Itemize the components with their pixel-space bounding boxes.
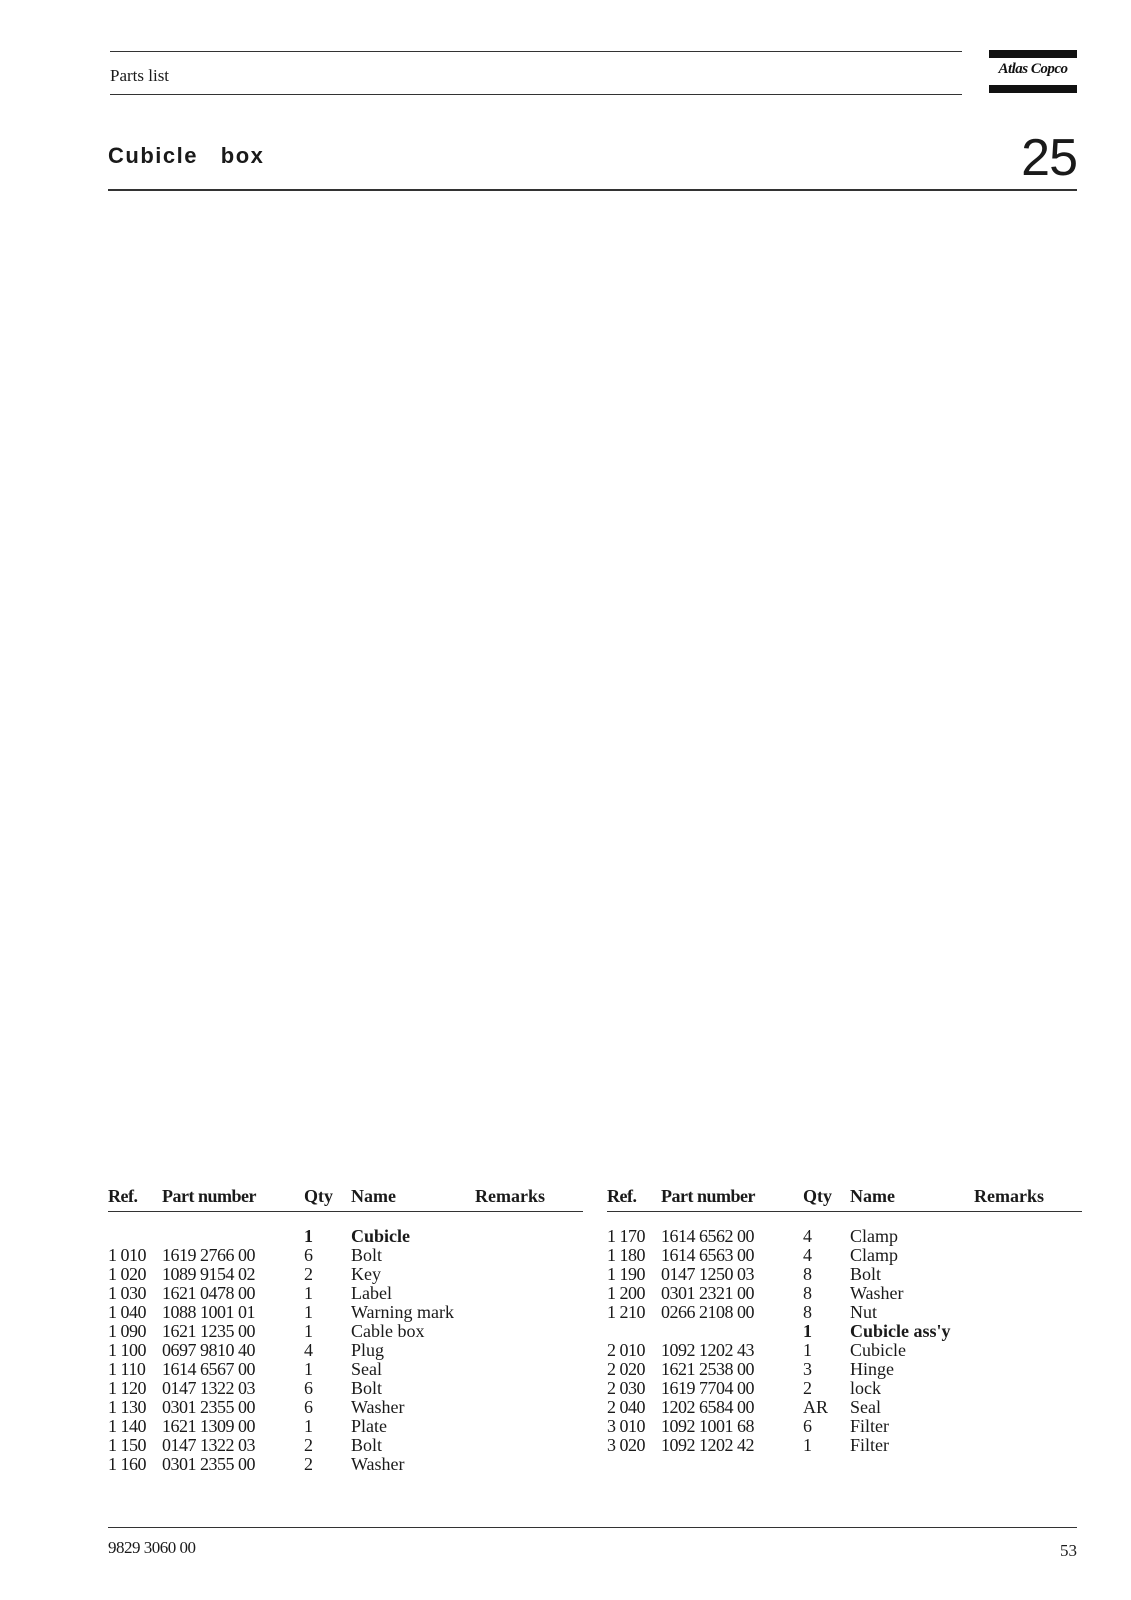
cell-qty: 2 xyxy=(304,1454,313,1474)
cell-ref: 1 150 xyxy=(108,1435,146,1455)
table-row xyxy=(108,1398,583,1417)
cell-name: Nut xyxy=(850,1302,877,1322)
cell-ref: 1 180 xyxy=(607,1245,645,1265)
column-header-remarks: Remarks xyxy=(974,1186,1044,1206)
footer-rule xyxy=(108,1527,1077,1528)
cell-name: Washer xyxy=(351,1454,405,1474)
column-header-ref: Ref. xyxy=(607,1186,637,1206)
cell-part-number: 0697 9810 40 xyxy=(162,1340,255,1360)
table-body xyxy=(607,1212,1082,1455)
table-body xyxy=(108,1212,583,1474)
logo-wordmark: Atlas Copco xyxy=(998,61,1068,77)
cell-ref: 1 210 xyxy=(607,1302,645,1322)
cell-qty: 6 xyxy=(304,1397,313,1417)
cell-ref: 1 020 xyxy=(108,1264,146,1284)
cell-ref: 1 030 xyxy=(108,1283,146,1303)
column-header-remarks: Remarks xyxy=(475,1186,545,1206)
cell-part-number: 0301 2355 00 xyxy=(162,1397,255,1417)
table-row xyxy=(108,1322,583,1341)
column-header-qty: Qty xyxy=(304,1186,333,1206)
cell-part-number: 0147 1322 03 xyxy=(162,1378,255,1398)
cell-part-number: 1088 1001 01 xyxy=(162,1302,255,1322)
table-row xyxy=(108,1246,583,1265)
table-row xyxy=(108,1341,583,1360)
column-header-ref: Ref. xyxy=(108,1186,138,1206)
cell-name: lock xyxy=(850,1378,881,1398)
logo-bar-top xyxy=(989,50,1077,58)
table-row xyxy=(607,1284,1082,1303)
cell-qty: 1 xyxy=(803,1340,812,1360)
cell-qty: AR xyxy=(803,1397,829,1417)
table-row xyxy=(108,1284,583,1303)
header-bottom-rule xyxy=(110,94,962,95)
table-row xyxy=(607,1265,1082,1284)
title-rule xyxy=(108,189,1077,191)
cell-part-number: 1621 0478 00 xyxy=(162,1283,255,1303)
cell-ref: 2 040 xyxy=(607,1397,645,1417)
cell-part-number: 1614 6562 00 xyxy=(661,1226,754,1246)
cell-name: Filter xyxy=(850,1416,889,1436)
cell-name: Label xyxy=(351,1283,392,1303)
document-number: 9829 3060 00 xyxy=(108,1538,196,1557)
cell-name: Warning mark xyxy=(351,1302,455,1322)
atlas-copco-logo xyxy=(989,50,1077,94)
cell-qty: 1 xyxy=(803,1321,812,1341)
cell-ref: 1 120 xyxy=(108,1378,146,1398)
cell-ref: 1 130 xyxy=(108,1397,146,1417)
cell-part-number: 0147 1250 03 xyxy=(661,1264,754,1284)
cell-ref: 1 200 xyxy=(607,1283,645,1303)
cell-part-number: 1621 1235 00 xyxy=(162,1321,255,1341)
table-row xyxy=(607,1436,1082,1455)
cell-qty: 1 xyxy=(304,1359,313,1379)
cell-ref: 1 010 xyxy=(108,1245,146,1265)
column-header-qty: Qty xyxy=(803,1186,832,1206)
cell-qty: 6 xyxy=(304,1378,313,1398)
cell-ref: 1 190 xyxy=(607,1264,645,1284)
cell-qty: 8 xyxy=(803,1264,812,1284)
table-header xyxy=(108,1186,583,1212)
logo-bar-bottom xyxy=(989,85,1077,93)
cell-ref: 2 010 xyxy=(607,1340,645,1360)
cell-part-number: 1092 1202 43 xyxy=(661,1340,754,1360)
cell-ref: 1 090 xyxy=(108,1321,146,1341)
table-row xyxy=(607,1303,1082,1322)
cell-ref: 1 170 xyxy=(607,1226,645,1246)
cell-part-number: 1614 6563 00 xyxy=(661,1245,754,1265)
cell-part-number: 1089 9154 02 xyxy=(162,1264,255,1284)
cell-ref: 2 030 xyxy=(607,1378,645,1398)
cell-name: Washer xyxy=(351,1397,405,1417)
cell-part-number: 1614 6567 00 xyxy=(162,1359,255,1379)
table-row xyxy=(108,1227,583,1246)
cell-name: Bolt xyxy=(351,1435,383,1455)
header-top-rule xyxy=(110,51,962,52)
table-row xyxy=(607,1227,1082,1246)
cell-part-number: 0301 2355 00 xyxy=(162,1454,255,1474)
cell-part-number: 1202 6584 00 xyxy=(661,1397,754,1417)
parts-table-right xyxy=(607,1186,1082,1455)
cell-ref: 2 020 xyxy=(607,1359,645,1379)
parts-table-left xyxy=(108,1186,583,1474)
cell-qty: 4 xyxy=(304,1340,313,1360)
column-header-name: Name xyxy=(351,1186,396,1206)
table-row xyxy=(607,1379,1082,1398)
cell-ref: 3 020 xyxy=(607,1435,645,1455)
cell-part-number: 1619 7704 00 xyxy=(661,1378,754,1398)
cell-qty: 1 xyxy=(803,1435,812,1455)
cell-qty: 2 xyxy=(803,1378,812,1398)
cell-qty: 2 xyxy=(304,1264,313,1284)
table-row xyxy=(108,1436,583,1455)
cell-ref: 1 160 xyxy=(108,1454,146,1474)
cell-qty: 8 xyxy=(803,1302,812,1322)
cell-qty: 2 xyxy=(304,1435,313,1455)
cell-part-number: 0147 1322 03 xyxy=(162,1435,255,1455)
column-header-part-number: Part number xyxy=(162,1186,256,1206)
table-row xyxy=(607,1398,1082,1417)
cell-name: Clamp xyxy=(850,1226,898,1246)
cell-qty: 4 xyxy=(803,1245,812,1265)
cell-part-number: 0266 2108 00 xyxy=(661,1302,754,1322)
cell-name: Clamp xyxy=(850,1245,898,1265)
cell-qty: 4 xyxy=(803,1226,812,1246)
cell-name: Bolt xyxy=(351,1378,383,1398)
cell-qty: 1 xyxy=(304,1416,313,1436)
cell-name: Washer xyxy=(850,1283,904,1303)
cell-ref: 1 140 xyxy=(108,1416,146,1436)
section-number: 25 xyxy=(1021,129,1077,187)
header-label: Parts list xyxy=(110,66,170,85)
cell-part-number: 1619 2766 00 xyxy=(162,1245,255,1265)
cell-qty: 8 xyxy=(803,1283,812,1303)
cell-ref: 1 040 xyxy=(108,1302,146,1322)
cell-name: Cable box xyxy=(351,1321,425,1341)
cell-name: Seal xyxy=(850,1397,881,1417)
cell-name: Plug xyxy=(351,1340,385,1360)
cell-part-number: 1621 1309 00 xyxy=(162,1416,255,1436)
table-row xyxy=(607,1322,1082,1341)
cell-name: Filter xyxy=(850,1435,889,1455)
page-number: 53 xyxy=(1060,1541,1077,1560)
cell-qty: 6 xyxy=(803,1416,812,1436)
cell-qty: 3 xyxy=(803,1359,812,1379)
cell-ref: 1 100 xyxy=(108,1340,146,1360)
cell-name: Cubicle xyxy=(351,1226,411,1246)
cell-part-number: 1092 1001 68 xyxy=(661,1416,754,1436)
cell-ref: 3 010 xyxy=(607,1416,645,1436)
cell-ref: 1 110 xyxy=(108,1359,146,1379)
table-row xyxy=(607,1417,1082,1436)
cell-name: Cubicle ass'y xyxy=(850,1321,951,1341)
table-row xyxy=(607,1360,1082,1379)
column-header-name: Name xyxy=(850,1186,895,1206)
cell-qty: 6 xyxy=(304,1245,313,1265)
cell-name: Plate xyxy=(351,1416,387,1436)
table-row xyxy=(108,1379,583,1398)
cell-name: Cubicle xyxy=(850,1340,906,1360)
cell-qty: 1 xyxy=(304,1226,313,1246)
table-row xyxy=(607,1341,1082,1360)
table-row xyxy=(108,1455,583,1474)
cell-name: Seal xyxy=(351,1359,382,1379)
table-row xyxy=(108,1265,583,1284)
cell-part-number: 1621 2538 00 xyxy=(661,1359,754,1379)
cell-part-number: 1092 1202 42 xyxy=(661,1435,754,1455)
cell-part-number: 0301 2321 00 xyxy=(661,1283,754,1303)
page-title: Cubicle box xyxy=(108,143,265,168)
cell-qty: 1 xyxy=(304,1321,313,1341)
cell-name: Key xyxy=(351,1264,381,1284)
table-row xyxy=(108,1417,583,1436)
cell-qty: 1 xyxy=(304,1283,313,1303)
cell-name: Hinge xyxy=(850,1359,894,1379)
cell-name: Bolt xyxy=(850,1264,882,1284)
table-row xyxy=(607,1246,1082,1265)
cell-qty: 1 xyxy=(304,1302,313,1322)
column-header-part-number: Part number xyxy=(661,1186,755,1206)
table-row xyxy=(108,1303,583,1322)
table-header xyxy=(607,1186,1082,1212)
table-row xyxy=(108,1360,583,1379)
cell-name: Bolt xyxy=(351,1245,383,1265)
